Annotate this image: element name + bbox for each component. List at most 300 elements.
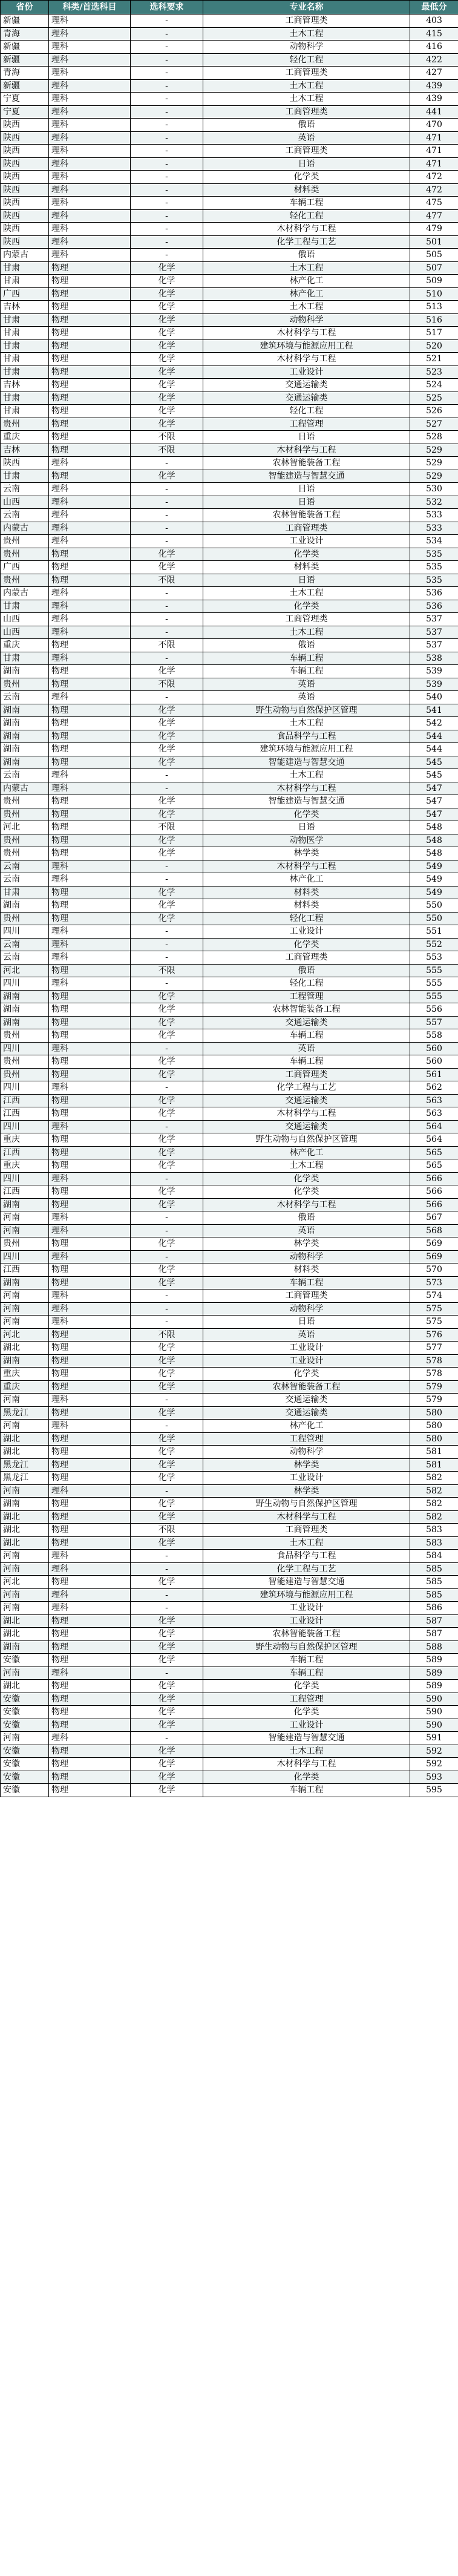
table-row <box>1 847 458 860</box>
province-cell: 广西 <box>1 561 49 574</box>
major-name-cell: 土木工程 <box>203 1745 410 1758</box>
min-score-cell: 592 <box>410 1758 458 1771</box>
major-name-cell: 英语 <box>203 1328 410 1342</box>
major-name-cell: 英语 <box>203 1042 410 1055</box>
subject-type-cell: 理科 <box>49 587 131 600</box>
min-score-cell: 566 <box>410 1198 458 1211</box>
subject-type-cell: 物理 <box>49 1458 131 1472</box>
subject-requirement-cell: - <box>131 1550 203 1563</box>
major-name-cell: 化学工程与工艺 <box>203 1081 410 1095</box>
subject-requirement-cell: 不限 <box>131 431 203 444</box>
min-score-cell: 563 <box>410 1107 458 1121</box>
table-row <box>1 535 458 548</box>
subject-requirement-cell: 化学 <box>131 1003 203 1017</box>
min-score-cell: 439 <box>410 93 458 106</box>
subject-requirement-cell: - <box>131 509 203 522</box>
table-row <box>1 1654 458 1667</box>
table-row <box>1 1250 458 1263</box>
subject-requirement-cell: 不限 <box>131 678 203 691</box>
table-row <box>1 899 458 913</box>
subject-requirement-cell: - <box>131 27 203 41</box>
table-row <box>1 365 458 379</box>
table-row <box>1 1745 458 1758</box>
subject-requirement-cell: 化学 <box>131 834 203 847</box>
subject-type-cell: 理科 <box>49 157 131 171</box>
subject-type-cell: 理科 <box>49 15 131 28</box>
subject-type-cell: 物理 <box>49 912 131 925</box>
subject-type-cell: 物理 <box>49 1185 131 1199</box>
major-name-cell: 木材科学与工程 <box>203 1198 410 1211</box>
major-name-cell: 工业设计 <box>203 365 410 379</box>
subject-requirement-cell: - <box>131 1120 203 1133</box>
subject-requirement-cell: 化学 <box>131 1472 203 1485</box>
major-name-cell: 轻化工程 <box>203 53 410 67</box>
major-name-cell: 车辆工程 <box>203 652 410 665</box>
min-score-cell: 585 <box>410 1576 458 1589</box>
min-score-cell: 507 <box>410 261 458 275</box>
subject-type-cell: 物理 <box>49 261 131 275</box>
major-name-cell: 化学类 <box>203 548 410 561</box>
min-score-cell: 472 <box>410 183 458 197</box>
min-score-cell: 589 <box>410 1654 458 1667</box>
subject-requirement-cell: 化学 <box>131 704 203 717</box>
subject-type-cell: 理科 <box>49 1316 131 1329</box>
subject-type-cell: 理科 <box>49 977 131 991</box>
province-cell: 云南 <box>1 951 49 965</box>
major-name-cell: 工业设计 <box>203 925 410 939</box>
table-row <box>1 1302 458 1316</box>
table-row <box>1 1120 458 1133</box>
subject-type-cell: 理科 <box>49 1484 131 1498</box>
major-name-cell: 林产化工 <box>203 1146 410 1159</box>
province-cell: 云南 <box>1 691 49 704</box>
min-score-cell: 560 <box>410 1055 458 1069</box>
major-name-cell: 材料类 <box>203 561 410 574</box>
province-cell: 湖北 <box>1 1680 49 1693</box>
province-cell: 山西 <box>1 626 49 639</box>
table-row <box>1 1420 458 1433</box>
province-cell: 陕西 <box>1 235 49 249</box>
min-score-cell: 509 <box>410 275 458 288</box>
subject-requirement-cell: 不限 <box>131 444 203 457</box>
subject-requirement-cell: 化学 <box>131 1498 203 1511</box>
subject-requirement-cell: - <box>131 925 203 939</box>
major-name-cell: 化学类 <box>203 1172 410 1185</box>
subject-requirement-cell: 化学 <box>131 1654 203 1667</box>
province-cell: 四川 <box>1 1250 49 1263</box>
major-name-cell: 车辆工程 <box>203 665 410 678</box>
major-name-cell: 日语 <box>203 821 410 834</box>
province-cell: 四川 <box>1 1120 49 1133</box>
subject-type-cell: 理科 <box>49 1081 131 1095</box>
subject-type-cell: 理科 <box>49 626 131 639</box>
subject-type-cell: 理科 <box>49 1420 131 1433</box>
major-name-cell: 材料类 <box>203 886 410 899</box>
table-row <box>1 1276 458 1290</box>
major-name-cell: 林学类 <box>203 1458 410 1472</box>
table-row <box>1 1432 458 1446</box>
major-name-cell: 英语 <box>203 691 410 704</box>
province-cell: 甘肃 <box>1 886 49 899</box>
major-name-cell: 英语 <box>203 1224 410 1237</box>
subject-type-cell: 物理 <box>49 287 131 301</box>
min-score-cell: 580 <box>410 1406 458 1420</box>
major-name-cell: 俄语 <box>203 639 410 652</box>
min-score-cell: 415 <box>410 27 458 41</box>
province-cell: 安徽 <box>1 1771 49 1784</box>
province-cell: 湖北 <box>1 1432 49 1446</box>
table-row <box>1 431 458 444</box>
subject-requirement-cell: 化学 <box>131 327 203 340</box>
province-cell: 河南 <box>1 1316 49 1329</box>
subject-type-cell: 物理 <box>49 1094 131 1107</box>
province-cell: 甘肃 <box>1 353 49 366</box>
min-score-cell: 592 <box>410 1745 458 1758</box>
province-cell: 贵州 <box>1 535 49 548</box>
subject-type-cell: 理科 <box>49 457 131 470</box>
province-cell: 河南 <box>1 1302 49 1316</box>
min-score-cell: 555 <box>410 977 458 991</box>
major-name-cell: 俄语 <box>203 119 410 132</box>
province-cell: 陕西 <box>1 171 49 184</box>
province-cell: 湖北 <box>1 1536 49 1550</box>
subject-type-cell: 物理 <box>49 1510 131 1524</box>
subject-requirement-cell: 化学 <box>131 1159 203 1173</box>
min-score-cell: 581 <box>410 1446 458 1459</box>
province-cell: 甘肃 <box>1 405 49 418</box>
min-score-cell: 513 <box>410 301 458 314</box>
province-cell: 贵州 <box>1 912 49 925</box>
table-row <box>1 197 458 210</box>
min-score-cell: 532 <box>410 496 458 509</box>
province-cell: 陕西 <box>1 197 49 210</box>
major-name-cell: 木材科学与工程 <box>203 1510 410 1524</box>
subject-requirement-cell: 化学 <box>131 1745 203 1758</box>
min-score-cell: 582 <box>410 1498 458 1511</box>
min-score-cell: 529 <box>410 444 458 457</box>
table-row <box>1 990 458 1003</box>
subject-requirement-cell: 不限 <box>131 639 203 652</box>
subject-type-cell: 理科 <box>49 925 131 939</box>
province-cell: 湖南 <box>1 1498 49 1511</box>
major-name-cell: 木材科学与工程 <box>203 223 410 236</box>
min-score-cell: 545 <box>410 769 458 782</box>
subject-requirement-cell: - <box>131 1394 203 1407</box>
province-cell: 四川 <box>1 1042 49 1055</box>
subject-requirement-cell: 化学 <box>131 418 203 431</box>
table-row <box>1 1550 458 1563</box>
subject-type-cell: 物理 <box>49 548 131 561</box>
subject-type-cell: 物理 <box>49 834 131 847</box>
province-cell: 内蒙古 <box>1 587 49 600</box>
subject-requirement-cell: 不限 <box>131 964 203 977</box>
table-row <box>1 105 458 119</box>
subject-requirement-cell: - <box>131 691 203 704</box>
subject-requirement-cell: - <box>131 457 203 470</box>
min-score-cell: 595 <box>410 1784 458 1797</box>
subject-type-cell: 理科 <box>49 79 131 93</box>
subject-type-cell: 物理 <box>49 1498 131 1511</box>
table-row <box>1 1394 458 1407</box>
table-row <box>1 1328 458 1342</box>
table-row <box>1 249 458 262</box>
subject-type-cell: 物理 <box>49 808 131 821</box>
min-score-cell: 538 <box>410 652 458 665</box>
province-cell: 青海 <box>1 27 49 41</box>
subject-type-cell: 理科 <box>49 41 131 54</box>
table-row <box>1 1640 458 1654</box>
major-name-cell: 工商管理类 <box>203 1524 410 1537</box>
province-cell: 青海 <box>1 67 49 80</box>
subject-type-cell: 理科 <box>49 769 131 782</box>
table-row <box>1 379 458 392</box>
table-row <box>1 1003 458 1017</box>
table-row <box>1 171 458 184</box>
subject-requirement-cell: 化学 <box>131 886 203 899</box>
min-score-cell: 583 <box>410 1536 458 1550</box>
province-cell: 内蒙古 <box>1 522 49 535</box>
subject-type-cell: 理科 <box>49 171 131 184</box>
major-name-cell: 土木工程 <box>203 93 410 106</box>
subject-type-cell: 物理 <box>49 1159 131 1173</box>
major-name-cell: 化学类 <box>203 1368 410 1381</box>
subject-type-cell: 理科 <box>49 93 131 106</box>
table-row <box>1 93 458 106</box>
major-name-cell: 日语 <box>203 157 410 171</box>
province-cell: 贵州 <box>1 1068 49 1081</box>
subject-requirement-cell: 化学 <box>131 1614 203 1628</box>
province-cell: 云南 <box>1 938 49 951</box>
province-cell: 新疆 <box>1 53 49 67</box>
min-score-cell: 569 <box>410 1250 458 1263</box>
province-cell: 安徽 <box>1 1719 49 1732</box>
subject-requirement-cell: - <box>131 782 203 795</box>
table-row <box>1 1784 458 1797</box>
subject-type-cell: 物理 <box>49 1719 131 1732</box>
major-name-cell: 材料类 <box>203 1263 410 1277</box>
subject-requirement-cell: 化学 <box>131 990 203 1003</box>
table-row <box>1 1484 458 1498</box>
subject-requirement-cell: 不限 <box>131 1328 203 1342</box>
table-row <box>1 1524 458 1537</box>
subject-type-cell: 理科 <box>49 483 131 496</box>
subject-type-cell: 物理 <box>49 1432 131 1446</box>
min-score-cell: 580 <box>410 1432 458 1446</box>
header-subject-requirement: 选科要求 <box>131 1 203 15</box>
table-row <box>1 301 458 314</box>
min-score-cell: 560 <box>410 1042 458 1055</box>
table-row <box>1 1224 458 1237</box>
province-cell: 黑龙江 <box>1 1458 49 1472</box>
major-name-cell: 工商管理类 <box>203 951 410 965</box>
table-row <box>1 639 458 652</box>
min-score-cell: 537 <box>410 626 458 639</box>
subject-type-cell: 理科 <box>49 691 131 704</box>
min-score-cell: 570 <box>410 1263 458 1277</box>
min-score-cell: 479 <box>410 223 458 236</box>
min-score-cell: 583 <box>410 1524 458 1537</box>
subject-requirement-cell: - <box>131 1588 203 1602</box>
min-score-cell: 530 <box>410 483 458 496</box>
table-row <box>1 1680 458 1693</box>
subject-type-cell: 理科 <box>49 1302 131 1316</box>
subject-type-cell: 物理 <box>49 561 131 574</box>
province-cell: 河北 <box>1 1328 49 1342</box>
subject-type-cell: 理科 <box>49 1120 131 1133</box>
subject-type-cell: 理科 <box>49 496 131 509</box>
min-score-cell: 539 <box>410 678 458 691</box>
major-name-cell: 工商管理类 <box>203 1290 410 1303</box>
min-score-cell: 439 <box>410 79 458 93</box>
table-row <box>1 886 458 899</box>
subject-type-cell: 物理 <box>49 1614 131 1628</box>
table-row <box>1 1172 458 1185</box>
major-name-cell: 野生动物与自然保护区管理 <box>203 1133 410 1147</box>
province-cell: 黑龙江 <box>1 1472 49 1485</box>
subject-requirement-cell: - <box>131 483 203 496</box>
major-name-cell: 智能建造与智慧交通 <box>203 470 410 483</box>
subject-requirement-cell: - <box>131 15 203 28</box>
major-name-cell: 土木工程 <box>203 769 410 782</box>
subject-type-cell: 物理 <box>49 990 131 1003</box>
province-cell: 吉林 <box>1 379 49 392</box>
province-cell: 重庆 <box>1 639 49 652</box>
province-cell: 贵州 <box>1 1237 49 1251</box>
province-cell: 陕西 <box>1 209 49 223</box>
table-row <box>1 183 458 197</box>
min-score-cell: 547 <box>410 782 458 795</box>
major-name-cell: 车辆工程 <box>203 1276 410 1290</box>
subject-type-cell: 物理 <box>49 1758 131 1771</box>
min-score-cell: 535 <box>410 561 458 574</box>
min-score-cell: 555 <box>410 990 458 1003</box>
subject-requirement-cell: 化学 <box>131 1185 203 1199</box>
min-score-cell: 523 <box>410 365 458 379</box>
subject-type-cell: 理科 <box>49 209 131 223</box>
min-score-cell: 427 <box>410 67 458 80</box>
subject-type-cell: 物理 <box>49 1263 131 1277</box>
min-score-cell: 524 <box>410 379 458 392</box>
subject-requirement-cell: - <box>131 197 203 210</box>
min-score-cell: 587 <box>410 1628 458 1641</box>
subject-type-cell: 物理 <box>49 379 131 392</box>
major-name-cell: 交通运输类 <box>203 392 410 405</box>
major-name-cell: 食品科学与工程 <box>203 730 410 743</box>
subject-requirement-cell: - <box>131 171 203 184</box>
min-score-cell: 544 <box>410 743 458 756</box>
subject-type-cell: 物理 <box>49 1133 131 1147</box>
province-cell: 陕西 <box>1 157 49 171</box>
province-cell: 重庆 <box>1 1133 49 1147</box>
table-row <box>1 119 458 132</box>
subject-type-cell: 物理 <box>49 418 131 431</box>
table-row <box>1 15 458 28</box>
subject-requirement-cell: 化学 <box>131 1576 203 1589</box>
min-score-cell: 541 <box>410 704 458 717</box>
major-name-cell: 土木工程 <box>203 27 410 41</box>
province-cell: 河南 <box>1 1588 49 1602</box>
min-score-cell: 529 <box>410 457 458 470</box>
table-row <box>1 1693 458 1706</box>
subject-type-cell: 物理 <box>49 353 131 366</box>
major-name-cell: 建筑环境与能源应用工程 <box>203 743 410 756</box>
table-row <box>1 522 458 535</box>
subject-requirement-cell: 化学 <box>131 795 203 808</box>
major-name-cell: 林学类 <box>203 1237 410 1251</box>
min-score-cell: 416 <box>410 41 458 54</box>
subject-type-cell: 理科 <box>49 782 131 795</box>
subject-requirement-cell: 化学 <box>131 1706 203 1719</box>
subject-type-cell: 理科 <box>49 860 131 873</box>
subject-requirement-cell: 化学 <box>131 548 203 561</box>
major-name-cell: 土木工程 <box>203 79 410 93</box>
major-name-cell: 俄语 <box>203 249 410 262</box>
table-row <box>1 405 458 418</box>
major-name-cell: 交通运输类 <box>203 1016 410 1029</box>
subject-type-cell: 理科 <box>49 938 131 951</box>
subject-type-cell: 物理 <box>49 743 131 756</box>
subject-requirement-cell: - <box>131 496 203 509</box>
subject-type-cell: 物理 <box>49 1368 131 1381</box>
min-score-cell: 564 <box>410 1133 458 1147</box>
table-row <box>1 470 458 483</box>
table-row <box>1 1472 458 1485</box>
subject-requirement-cell: 化学 <box>131 1146 203 1159</box>
major-name-cell: 化学工程与工艺 <box>203 1562 410 1576</box>
table-row <box>1 1588 458 1602</box>
min-score-cell: 582 <box>410 1472 458 1485</box>
table-row <box>1 1263 458 1277</box>
min-score-cell: 585 <box>410 1588 458 1602</box>
min-score-cell: 585 <box>410 1562 458 1576</box>
table-row <box>1 860 458 873</box>
subject-requirement-cell: - <box>131 1667 203 1680</box>
subject-requirement-cell: - <box>131 522 203 535</box>
min-score-cell: 552 <box>410 938 458 951</box>
subject-requirement-cell: 化学 <box>131 756 203 769</box>
province-cell: 湖南 <box>1 1354 49 1368</box>
province-cell: 贵州 <box>1 678 49 691</box>
subject-requirement-cell: 化学 <box>131 1680 203 1693</box>
min-score-cell: 403 <box>410 15 458 28</box>
subject-requirement-cell: 化学 <box>131 275 203 288</box>
subject-requirement-cell: 化学 <box>131 1771 203 1784</box>
min-score-cell: 533 <box>410 509 458 522</box>
min-score-cell: 591 <box>410 1732 458 1745</box>
major-name-cell: 日语 <box>203 574 410 587</box>
subject-requirement-cell: - <box>131 53 203 67</box>
table-row <box>1 1719 458 1732</box>
province-cell: 湖南 <box>1 1640 49 1654</box>
subject-type-cell: 理科 <box>49 223 131 236</box>
province-cell: 四川 <box>1 977 49 991</box>
subject-type-cell: 物理 <box>49 1107 131 1121</box>
subject-type-cell: 物理 <box>49 1771 131 1784</box>
subject-type-cell: 物理 <box>49 847 131 860</box>
subject-type-cell: 物理 <box>49 365 131 379</box>
province-cell: 贵州 <box>1 808 49 821</box>
subject-requirement-cell: 化学 <box>131 1133 203 1147</box>
major-name-cell: 车辆工程 <box>203 1029 410 1043</box>
province-cell: 湖北 <box>1 1510 49 1524</box>
major-name-cell: 日语 <box>203 483 410 496</box>
min-score-cell: 441 <box>410 105 458 119</box>
min-score-cell: 470 <box>410 119 458 132</box>
table-row <box>1 678 458 691</box>
province-cell: 宁夏 <box>1 93 49 106</box>
subject-type-cell: 物理 <box>49 1237 131 1251</box>
province-cell: 江西 <box>1 1146 49 1159</box>
